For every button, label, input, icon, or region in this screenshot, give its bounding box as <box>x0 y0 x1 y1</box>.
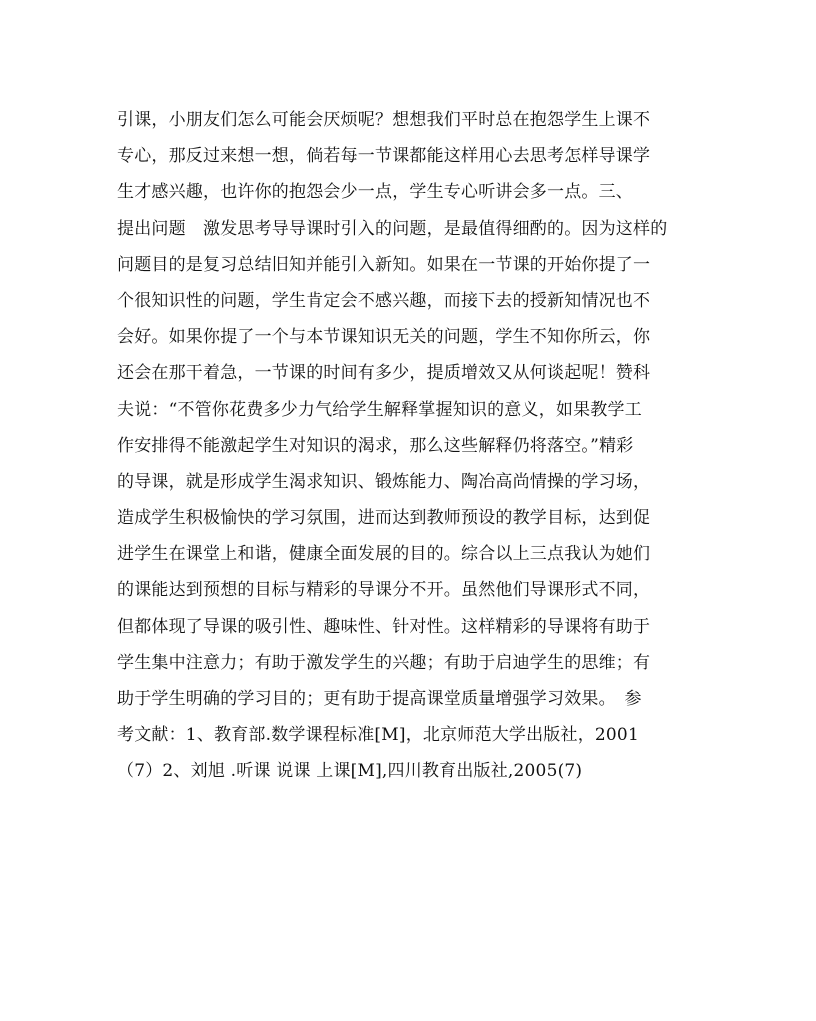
text-line: 夫说：“不管你花费多少力气给学生解释掌握知识的意义，如果教学工 <box>117 399 642 420</box>
text-line: 造成学生积极愉快的学习氛围，进而达到教师预设的教学目标，达到促 <box>117 508 651 529</box>
text-line: 的课能达到预想的目标与精彩的导课分不开。虽然他们导课形式不同， <box>117 580 651 601</box>
body-text <box>117 102 707 790</box>
text-line: 的导课，就是形成学生渴求知识、锻炼能力、陶冶高尚情操的学习场， <box>117 471 651 492</box>
text-line: 但都体现了导课的吸引性、趣味性、针对性。这样精彩的导课将有助于 <box>117 616 651 637</box>
text-line: 作安排得不能激起学生对知识的渴求，那么这些解释仍将落空。”精彩 <box>117 435 634 456</box>
text-line: 生才感兴趣，也许你的抱怨会少一点，学生专心听讲会多一点。三、 <box>117 182 633 203</box>
text-line: 问题目的是复习总结旧知并能引入新知。如果在一节课的开始你提了一 <box>117 254 651 275</box>
text-line: 专心，那反过来想一想，倘若每一节课都能这样用心去思考怎样导课学 <box>117 146 651 167</box>
text-line: 进学生在课堂上和谐，健康全面发展的目的。综合以上三点我认为她们 <box>117 544 651 565</box>
text-line: 个很知识性的问题，学生肯定会不感兴趣，而接下去的授新知情况也不 <box>117 290 651 311</box>
reference-line: （7）2、刘旭 .听课 说课 上课[M],四川教育出版社,2005(7) <box>117 761 583 782</box>
text-line: 提出问题 激发思考导导课时引入的问题，是最值得细酌的。因为这样的 <box>117 218 668 239</box>
reference-line: 考文献：1、教育部.数学课程标准[M]，北京师范大学出版社，2001 <box>117 725 639 746</box>
text-line: 引课，小朋友们怎么可能会厌烦呢？想想我们平时总在抱怨学生上课不 <box>117 110 651 130</box>
text-line: 会好。如果你提了一个与本节课知识无关的问题，学生不知你所云，你 <box>117 327 651 348</box>
text-line: 还会在那干着急，一节课的时间有多少，提质增效又从何谈起呢！赞科 <box>117 363 651 384</box>
text-line: 助于学生明确的学习目的；更有助于提高课堂质量增强学习效果。 参 <box>117 689 642 709</box>
text-line: 学生集中注意力；有助于激发学生的兴趣；有助于启迪学生的思维；有 <box>117 652 651 673</box>
